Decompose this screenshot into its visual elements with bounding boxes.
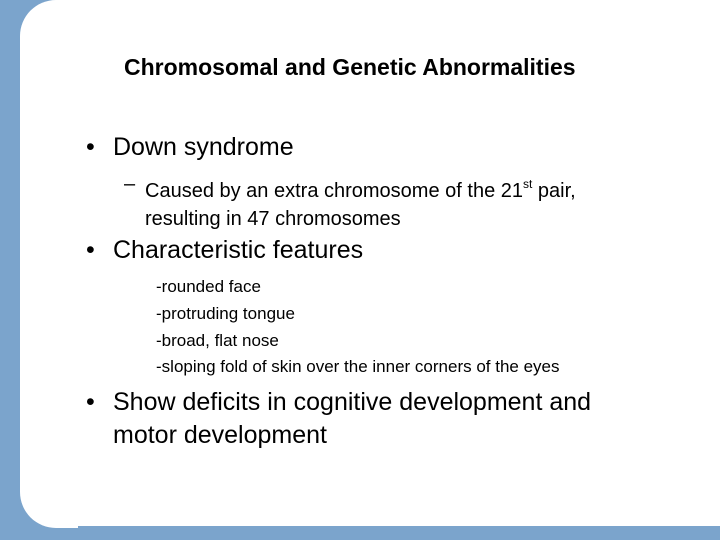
bullet-text-line2: motor development — [113, 421, 328, 449]
bullet-icon: • — [86, 133, 95, 161]
sub-bullet-cause — [124, 170, 576, 233]
sub-bullet-part2: pair, — [532, 180, 576, 202]
feature-item: -rounded face — [156, 277, 261, 296]
sub-bullet-part1: Caused by an extra chromosome of the 21 — [145, 180, 523, 202]
feature-item: -broad, flat nose — [156, 331, 279, 350]
bullet-deficits — [86, 386, 591, 452]
bullet-icon: • — [86, 388, 95, 416]
bullet-down-syndrome — [86, 131, 294, 164]
feature-item: -sloping fold of skin over the inner corners of the eyes — [156, 357, 560, 376]
bullet-characteristic-features — [86, 234, 363, 267]
superscript-st: st — [523, 177, 533, 191]
bottom-accent-bar — [78, 526, 720, 540]
bullet-text: Down syndrome — [113, 133, 294, 161]
dash-icon: – — [124, 173, 136, 195]
bullet-text-line1: Show deficits in cognitive development and — [113, 388, 592, 416]
bullet-text: Characteristic features — [113, 236, 364, 264]
bullet-icon: • — [86, 236, 95, 264]
sub-bullet-text — [145, 170, 576, 233]
bullet-text — [113, 386, 591, 452]
sub-bullet-line2: resulting in 47 chromosomes — [145, 208, 401, 230]
feature-item: -protruding tongue — [156, 304, 295, 323]
slide-title: Chromosomal and Genetic Abnormalities — [124, 54, 576, 80]
